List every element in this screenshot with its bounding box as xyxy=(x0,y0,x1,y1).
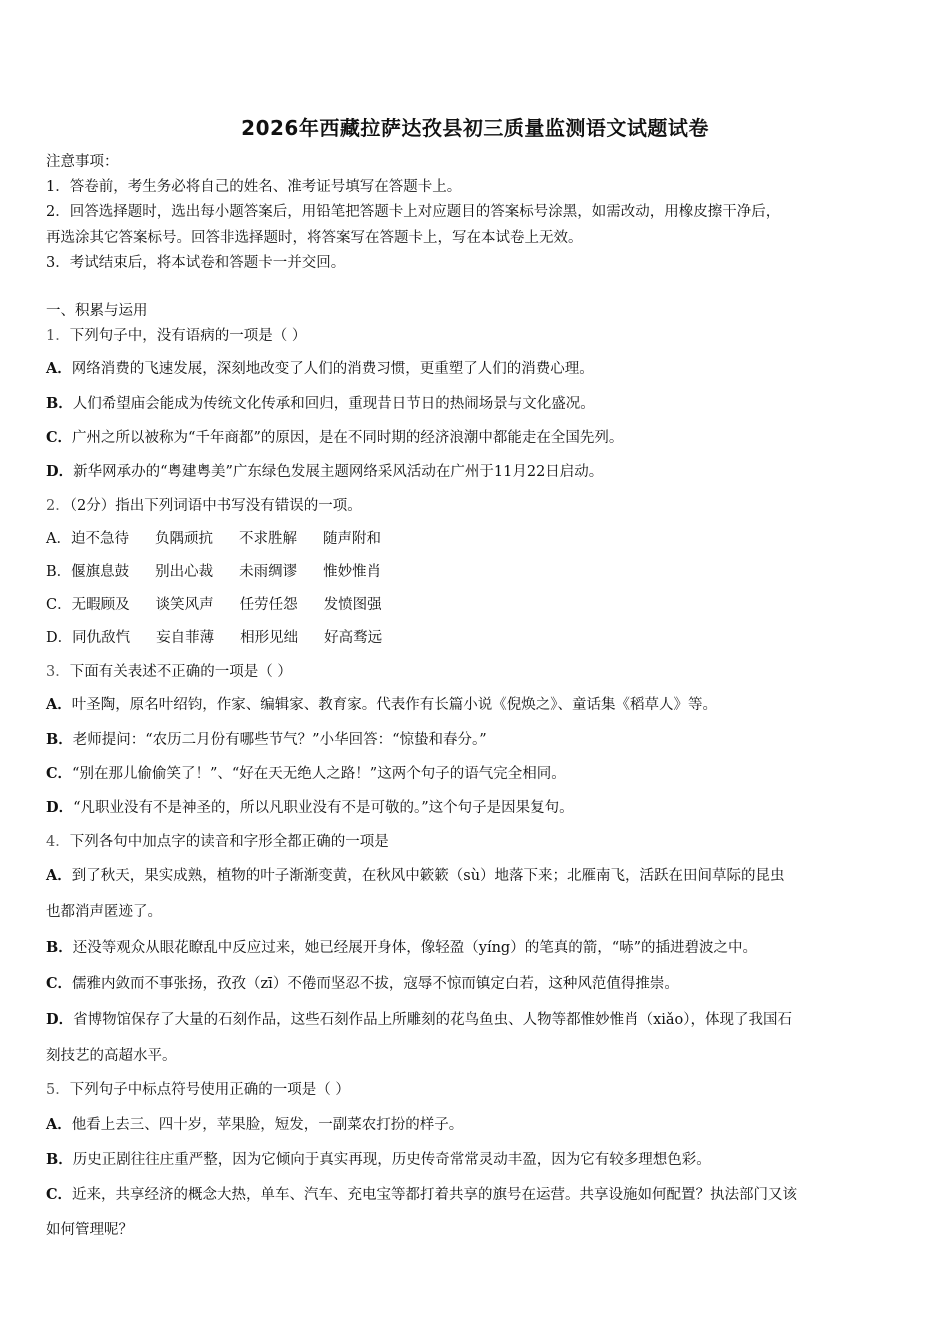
option-word: 谈笑风声 xyxy=(155,597,214,613)
section-heading: 一、积累与运用 xyxy=(46,303,148,319)
option-word: 同仇敌忾 xyxy=(72,630,131,646)
question-stem: （2分）指出下列词语中书写没有错误的一项。 xyxy=(69,498,362,514)
question-2 xyxy=(46,496,906,516)
option-continuation: 如何管理呢？ xyxy=(46,1222,133,1238)
question-number: 1． xyxy=(46,328,70,344)
option-label: D． xyxy=(46,1011,74,1028)
option-label: C． xyxy=(46,975,73,992)
question-1 xyxy=(46,326,906,346)
option-word: 任劳任怨 xyxy=(239,597,298,613)
option-row xyxy=(46,628,906,648)
option-text: “凡职业没有不是神圣的，所以凡职业没有不是可敬的。”这个句子是因果复句。 xyxy=(73,800,574,816)
question-number: 5． xyxy=(46,1082,70,1098)
option-word: 未雨绸谬 xyxy=(239,564,298,580)
option-text: 省博物馆保存了大量的石刻作品，这些石刻作品上所雕刻的花鸟鱼虫、人物等都惟妙惟肖（xiǎo），体现了我国石 xyxy=(73,1012,793,1028)
question-3 xyxy=(46,662,906,682)
option-row xyxy=(46,938,906,958)
option-label: B． xyxy=(46,564,72,580)
option-label: D． xyxy=(46,630,73,646)
question-stem: 下列各句中加点字的读音和字形全都正确的一项是 xyxy=(69,834,389,850)
option-label: B． xyxy=(46,1151,73,1168)
option-word: 妄自菲薄 xyxy=(156,630,215,646)
option-word: 发愤图强 xyxy=(323,597,382,613)
option-text: 人们希望庙会能成为传统文化传承和回归，重现昔日节日的热闹场景与文化盛况。 xyxy=(72,396,595,412)
option-row xyxy=(46,1150,906,1170)
option-text: 近来，共享经济的概念大热，单车、汽车、充电宝等都打着共享的旗号在运营。共享设施如何配置？执法部门又该 xyxy=(72,1187,798,1203)
option-row xyxy=(46,695,906,715)
option-row xyxy=(46,1115,906,1135)
option-label: C． xyxy=(46,597,72,613)
option-label: B． xyxy=(46,731,73,748)
option-row xyxy=(46,562,906,582)
notice-item: 再选涂其它答案标号。回答非选择题时，将答案写在答题卡上，写在本试卷上无效。 xyxy=(46,230,583,246)
option-text: 网络消费的飞速发展，深刻地改变了人们的消费习惯，更重塑了人们的消费心理。 xyxy=(71,361,594,377)
option-word: 随声附和 xyxy=(322,531,381,547)
option-word: 负隅顽抗 xyxy=(154,531,213,547)
question-stem: 下列句子中标点符号使用正确的一项是（ ） xyxy=(69,1082,350,1098)
option-text: 历史正剧往往庄重严整，因为它倾向于真实再现，历史传奇常常灵动丰盈，因为它有较多理想色彩。 xyxy=(72,1152,711,1168)
question-stem: 下面有关表述不正确的一项是（ ） xyxy=(69,664,292,680)
option-label: A． xyxy=(46,360,72,377)
option-row xyxy=(46,866,906,886)
option-word: 别出心裁 xyxy=(155,564,214,580)
option-text: 新华网承办的“粤建粤美”广东绿色发展主题网络采风活动在广州于11月22日启动。 xyxy=(73,464,604,480)
option-row xyxy=(46,394,906,414)
question-5 xyxy=(46,1080,906,1100)
option-label: A． xyxy=(46,531,71,547)
option-text: 还没等观众从眼花瞭乱中反应过来，她已经展开身体，像轻盈（yíng）的笔真的箭，“哧”的插进碧波之中。 xyxy=(72,940,758,956)
option-row xyxy=(46,359,906,379)
option-word: 好高骛远 xyxy=(324,630,383,646)
option-label: D． xyxy=(46,463,74,480)
question-number: 3． xyxy=(46,664,70,680)
option-word: 迫不急待 xyxy=(70,531,129,547)
notice-item: 1．答卷前，考生务必将自己的姓名、准考证号填写在答题卡上。 xyxy=(46,179,462,195)
option-text: 老师提问：“农历二月份有哪些节气？”小华回答：“惊蛰和春分。” xyxy=(72,732,487,748)
option-word: 无暇顾及 xyxy=(71,597,130,613)
option-row xyxy=(46,974,906,994)
question-4 xyxy=(46,832,906,852)
option-text: 叶圣陶，原名叶绍钧，作家、编辑家、教育家。代表作有长篇小说《倪焕之》、童话集《稻草人》等。 xyxy=(71,697,718,713)
option-continuation: 也都消声匿迹了。 xyxy=(46,904,162,920)
option-text: 他看上去三、四十岁，苹果脸，短发，一副菜农打扮的样子。 xyxy=(71,1117,464,1133)
option-label: C． xyxy=(46,765,73,782)
option-row xyxy=(46,595,906,615)
question-number: 2． xyxy=(46,498,70,514)
option-row xyxy=(46,1010,906,1030)
option-label: B． xyxy=(46,395,73,412)
option-row xyxy=(46,798,906,818)
option-word: 相形见绌 xyxy=(240,630,299,646)
option-text: 儒雅内敛而不事张扬，孜孜（zī）不倦而坚忍不拔，寇辱不惊而镇定白若，这种风范值得推崇。 xyxy=(72,976,679,992)
option-row xyxy=(46,529,906,549)
option-row xyxy=(46,428,906,448)
option-word: 偃旗息鼓 xyxy=(71,564,130,580)
option-label: D． xyxy=(46,799,74,816)
option-word: 惟妙惟肖 xyxy=(323,564,382,580)
option-label: A． xyxy=(46,867,72,884)
option-label: A． xyxy=(46,696,72,713)
notice-item: 3．考试结束后，将本试卷和答题卡一并交回。 xyxy=(46,255,346,271)
option-row xyxy=(46,764,906,784)
option-continuation: 刻技艺的高超水平。 xyxy=(46,1048,177,1064)
notice-item: 2．回答选择题时，选出每小题答案后，用铅笔把答题卡上对应题目的答案标号涂黑，如需改动，用橡皮擦干净后， xyxy=(46,204,781,220)
option-label: C． xyxy=(46,429,73,446)
option-row xyxy=(46,1185,906,1205)
option-row xyxy=(46,462,906,482)
option-label: B． xyxy=(46,939,73,956)
option-text: “别在那儿偷偷笑了！”、“好在天无绝人之路！”这两个句子的语气完全相同。 xyxy=(72,766,566,782)
question-stem: 下列句子中，没有语病的一项是（ ） xyxy=(69,328,307,344)
option-text: 到了秋天，果实成熟，植物的叶子渐渐变黄，在秋风中簌簌（sù）地落下来；北雁南飞，活跃在田间草际的昆虫 xyxy=(71,868,785,884)
notice-heading: 注意事项： xyxy=(46,154,119,170)
option-label: C． xyxy=(46,1186,73,1203)
question-number: 4． xyxy=(46,834,70,850)
option-word: 不求胜解 xyxy=(238,531,297,547)
page-title: 2026年西藏拉萨达孜县初三质量监测语文试题试卷 xyxy=(241,116,709,140)
option-label: A． xyxy=(46,1116,72,1133)
option-text: 广州之所以被称为“千年商都”的原因，是在不同时期的经济浪潮中都能走在全国先列。 xyxy=(72,430,624,446)
option-row xyxy=(46,730,906,750)
